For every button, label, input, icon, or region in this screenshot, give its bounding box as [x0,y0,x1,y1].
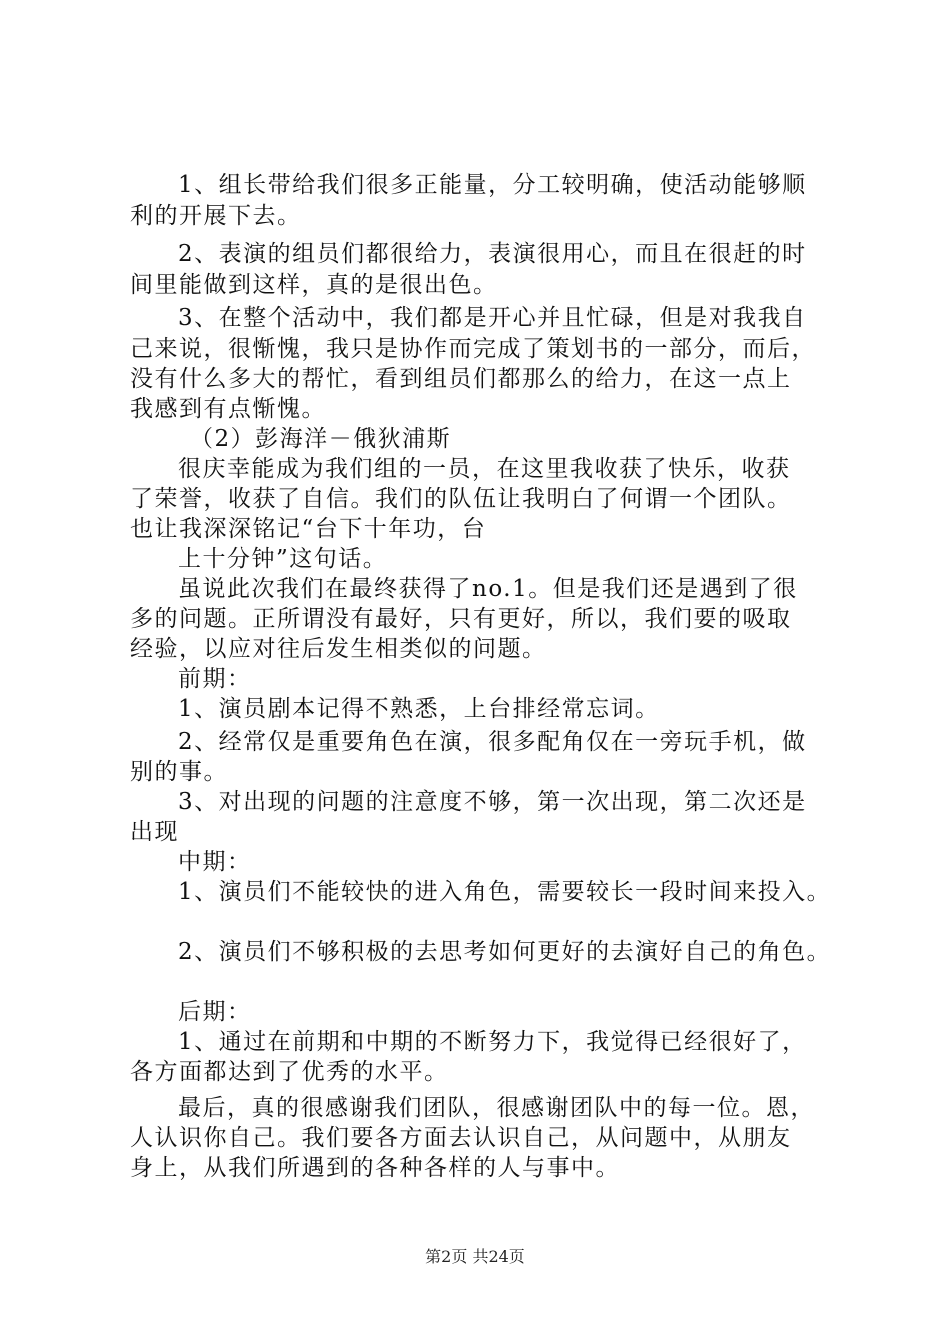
text-line: 间里能做到这样，真的是很出色。 [130,272,498,298]
text-line: 也让我深深铭记“台下十年功，台 [130,516,487,542]
text-line: 了荣誉，收获了自信。我们的队伍让我明白了何谓一个团队。 [130,486,792,512]
section-heading: 后期： [178,999,252,1025]
text-line: 上十分钟”这句话。 [178,546,388,572]
text-line: 1、演员剧本记得不熟悉，上台排经常忘词。 [178,696,660,722]
text-line: 最后，真的很感谢我们团队，很感谢团队中的每一位。恩， [178,1095,815,1121]
text-line: 出现 [130,819,179,845]
text-line: 利的开展下去。 [130,203,302,229]
text-line: 人认识你自己。我们要各方面去认识自己，从问题中，从朋友 [130,1125,792,1151]
text-line: 别的事。 [130,759,228,785]
text-line: 3、在整个活动中，我们都是开心并且忙碌，但是对我我自 [178,305,807,331]
text-line: 3、对出现的问题的注意度不够，第一次出现，第二次还是 [178,789,807,815]
text-line: 多的问题。正所谓没有最好，只有更好，所以，我们要的吸取 [130,606,792,632]
text-line: 1、通过在前期和中期的不断努力下，我觉得已经很好了， [178,1029,807,1055]
text-line: 经验，以应对往后发生相类似的问题。 [130,636,547,662]
section-heading: （2）彭海洋－俄狄浦斯 [190,426,452,452]
text-line: 2、经常仅是重要角色在演，很多配角仅在一旁玩手机，做 [178,729,807,755]
section-heading: 前期： [178,666,252,692]
text-line: 没有什么多大的帮忙，看到组员们都那么的给力，在这一点上 [130,366,792,392]
text-line: 很庆幸能成为我们组的一员，在这里我收获了快乐，收获 [178,456,791,482]
page-footer: 第2页 共24页 [425,1247,525,1266]
text-line: 虽说此次我们在最终获得了no.1。但是我们还是遇到了很 [178,576,798,602]
text-line: 1、组长带给我们很多正能量，分工较明确，使活动能够顺 [178,172,807,198]
text-line: 2、演员们不够积极的去思考如何更好的去演好自己的角色。 [178,939,832,965]
text-line: 己来说，很惭愧，我只是协作而完成了策划书的一部分，而后， [130,336,816,362]
text-line: 2、表演的组员们都很给力，表演很用心，而且在很赶的时 [178,241,807,267]
text-line: 我感到有点惭愧。 [130,396,326,422]
text-line: 1、演员们不能较快的进入角色，需要较长一段时间来投入。 [178,879,832,905]
text-line: 各方面都达到了优秀的水平。 [130,1059,449,1085]
text-line: 身上，从我们所遇到的各种各样的人与事中。 [130,1155,620,1181]
section-heading: 中期： [178,849,252,875]
